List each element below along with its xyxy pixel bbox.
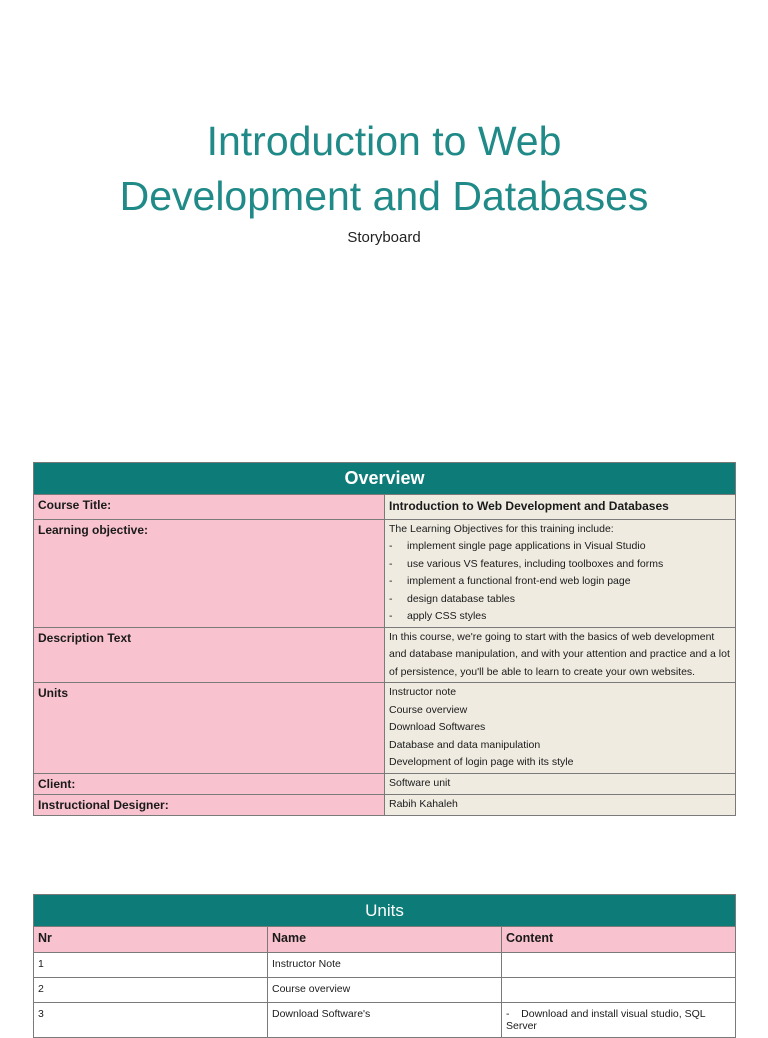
row-name: Download Software's [268,1003,502,1038]
title-line-1: Introduction to Web [206,118,562,164]
overview-heading: Overview [34,463,736,495]
column-header-nr: Nr [34,927,268,953]
unit-item: Course overview [389,703,468,716]
units-value [385,683,736,774]
bullet-dash: - [389,575,393,587]
row-content [502,978,736,1003]
column-header-content: Content [502,927,736,953]
course-title-row [34,495,736,520]
document-title [0,114,768,224]
table-row [34,978,736,1003]
document-subtitle: Storyboard [347,229,421,246]
designer-label: Instructional Designer: [34,794,385,815]
bullet-dash: - [389,557,393,570]
bullet-dash: - [389,540,393,552]
learning-objective-item [389,556,731,574]
learning-objective-label: Learning objective: [34,519,385,627]
row-nr: 2 [34,978,268,1003]
description-value: In this course, we're going to start with the basics of web development and database manipulation, and with your attention and practice and a lot of persistence, you'll be able to learn to create your own websites. [385,627,736,683]
learning-objective-item [389,591,731,609]
table-row [34,953,736,978]
units-label: Units [34,683,385,774]
unit-item: Download Softwares [389,721,486,733]
column-header-name: Name [268,927,502,953]
client-label: Client: [34,773,385,794]
client-value: Software unit [385,773,736,794]
row-nr: 3 [34,1003,268,1038]
course-title-label: Course Title: [34,495,385,520]
unit-item: Database and data manipulation [389,738,541,751]
bullet-dash: - [389,592,393,605]
learning-objective-intro: The Learning Objectives for this training include: [389,522,614,535]
row-content [502,953,736,978]
learning-objective-item-text: implement a functional front-end web login page [407,575,631,587]
row-content: - Download and install visual studio, SQL Server [502,1003,736,1038]
title-line-2: Development and Databases [119,173,649,219]
table-row [34,1003,736,1038]
client-row [34,773,736,794]
learning-objective-row [34,519,736,627]
description-label: Description Text [34,627,385,683]
learning-objective-item [389,573,731,591]
overview-table [33,462,736,816]
units-column-headers [34,927,736,953]
designer-value: Rabih Kahaleh [385,794,736,815]
units-table [33,894,736,1038]
learning-objective-item [389,608,731,626]
learning-objective-item-text: apply CSS styles [407,610,487,622]
description-row [34,627,736,683]
learning-objective-item-text: implement single page applications in Visual Studio [407,540,646,552]
unit-item: Instructor note [389,686,457,698]
learning-objective-item-text: design database tables [407,592,515,605]
learning-objective-value [385,519,736,627]
bullet-dash: - [389,610,393,622]
unit-item: Development of login page with its style [389,756,574,768]
learning-objective-item [389,538,731,556]
units-row [34,683,736,774]
designer-row [34,794,736,815]
row-name: Instructor Note [268,953,502,978]
row-nr: 1 [34,953,268,978]
learning-objective-item-text: use various VS features, including toolboxes and forms [407,557,664,570]
course-title-value: Introduction to Web Development and Databases [385,495,736,520]
units-heading: Units [34,895,736,927]
row-name: Course overview [268,978,502,1003]
